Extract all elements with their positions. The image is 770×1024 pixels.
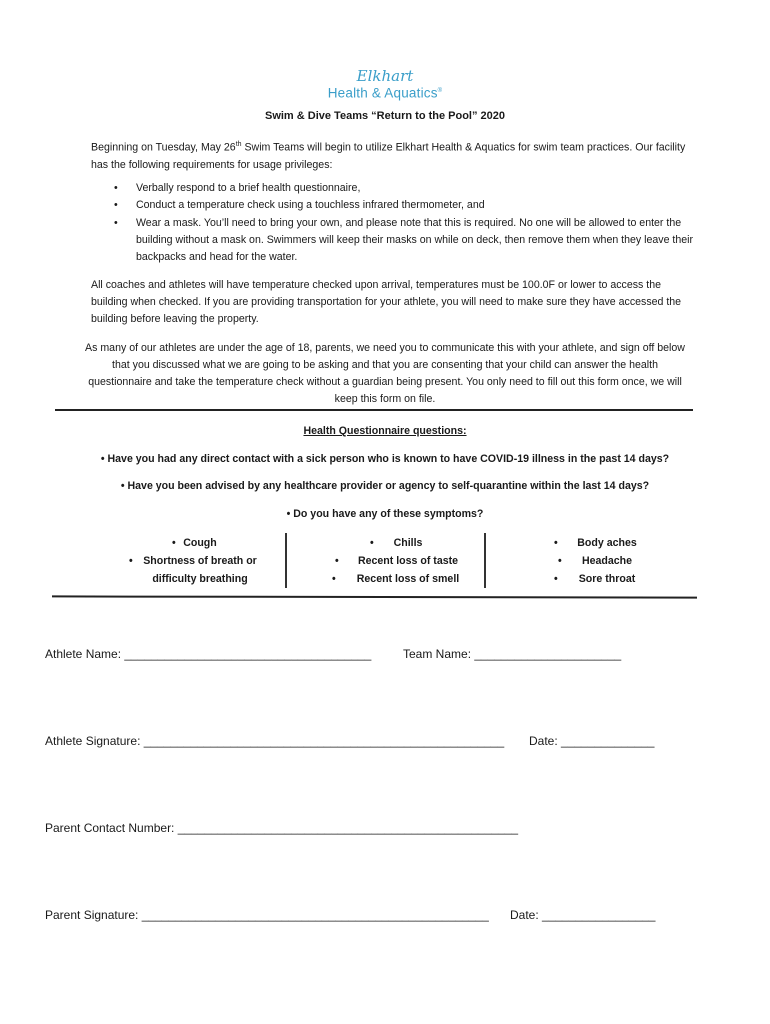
question-contact: • Have you had any direct contact with a sick person who is known to have COVID-19 illness in the past 14 days?: [100, 453, 670, 465]
athlete-date-field[interactable]: Date: ______________: [529, 734, 655, 748]
bullet-icon: •: [332, 573, 336, 585]
symptom-item: [540, 570, 674, 588]
logo-subtitle-text: Health & Aquatics: [327, 85, 438, 101]
bullet-icon: •: [114, 216, 118, 229]
divider-top: [55, 409, 693, 411]
bullet-icon: •: [129, 555, 133, 567]
logo-wordmark-subtitle: [0, 84, 770, 101]
requirement-item: [114, 215, 694, 267]
symptom-item: [322, 552, 494, 570]
requirement-text: Verbally respond to a brief health questionnaire,: [136, 182, 361, 194]
symptom-item: [322, 570, 494, 588]
divider-bottom: [52, 595, 697, 598]
symptom-column-divider: [285, 533, 287, 588]
questionnaire-heading: Health Questionnaire questions:: [303, 425, 467, 437]
parent-contact-field[interactable]: Parent Contact Number: ___________________________________________________: [45, 821, 519, 835]
requirement-text: Wear a mask. You’ll need to bring your own, and please note that this is required. No one will be allowed to enter the building without a mask on. Swimmers will keep their masks on while on deck, then remove them when they leave their backpacks and head for the water.: [136, 216, 694, 264]
symptom-column-2: [322, 534, 494, 588]
bullet-icon: •: [335, 555, 339, 567]
symptom-text: Body aches: [577, 537, 637, 549]
requirement-text: Conduct a temperature check using a touchless infrared thermometer, and: [136, 199, 485, 212]
bullet-icon: •: [558, 555, 562, 567]
athlete-signature-field[interactable]: Athlete Signature: ______________________________________________________: [45, 734, 505, 748]
requirement-item: [114, 180, 694, 197]
athlete-name-field[interactable]: Athlete Name: _____________________________________: [45, 647, 372, 661]
registered-mark: ®: [437, 88, 443, 94]
symptom-text: Shortness of breath or: [143, 555, 257, 567]
parent-date-field[interactable]: Date: _________________: [510, 908, 656, 922]
requirement-item: [114, 197, 694, 214]
symptom-text: Cough: [183, 537, 217, 549]
symptom-item: [540, 552, 674, 570]
bullet-icon: •: [554, 573, 558, 585]
symptom-text: Sore throat: [578, 573, 636, 585]
symptom-text: Chills: [393, 537, 423, 549]
symptom-text: Recent loss of smell: [356, 573, 460, 585]
bullet-icon: •: [114, 199, 118, 212]
intro-superscript: th: [235, 141, 242, 148]
symptom-text: Headache: [581, 555, 633, 567]
requirements-list: [114, 180, 694, 266]
team-name-field[interactable]: Team Name: ______________________: [403, 647, 622, 661]
symptom-text: difficulty breathing: [152, 573, 248, 585]
symptom-item: [120, 552, 280, 570]
symptom-column-1: [120, 534, 280, 588]
bullet-icon: •: [554, 537, 558, 549]
consent-paragraph: As many of our athletes are under the age of 18, parents, we need you to communicate this with your athlete, and sign off below that you discussed what we are going to be asking and that you are consenting that your child can answer the health questionnaire and take the temperature check without a guardian being present. You only need to fill out this form once, we will keep this form on file.: [85, 342, 685, 405]
bullet-icon: •: [370, 537, 374, 549]
bullet-icon: •: [114, 182, 118, 194]
question-quarantine: • Have you been advised by any healthcare provider or agency to self-quarantine within the last 14 days?: [120, 480, 650, 492]
symptom-column-divider: [484, 533, 486, 588]
logo: [0, 68, 770, 101]
symptom-item: [120, 534, 280, 552]
parent-signature-field[interactable]: Parent Signature: ____________________________________________________: [45, 908, 489, 922]
intro-prefix: Beginning on Tuesday, May 26: [91, 141, 236, 154]
symptom-item: [540, 534, 674, 552]
question-symptoms: • Do you have any of these symptoms?: [286, 508, 484, 520]
logo-wordmark-elkhart: Elkhart: [356, 67, 414, 85]
bullet-icon: •: [172, 537, 176, 549]
symptom-item: [322, 534, 494, 552]
page-title: Swim & Dive Teams “Return to the Pool” 2020: [264, 110, 506, 122]
temperature-paragraph: All coaches and athletes will have temperature checked upon arrival, temperatures must be 100.0F or lower to access the building when checked. If you are providing transportation for your athlete, you will need to make sure they have accessed the building before leaving the property.: [91, 279, 682, 325]
symptom-column-3: [540, 534, 674, 588]
symptom-item: [120, 570, 280, 588]
intro-paragraph: [91, 136, 691, 174]
intro-suffix: Swim Teams will begin to utilize Elkhart Health & Aquatics for swim team practices. Our facility has the following requirements for usage privileges:: [91, 141, 686, 171]
symptom-text: Recent loss of taste: [357, 555, 459, 567]
